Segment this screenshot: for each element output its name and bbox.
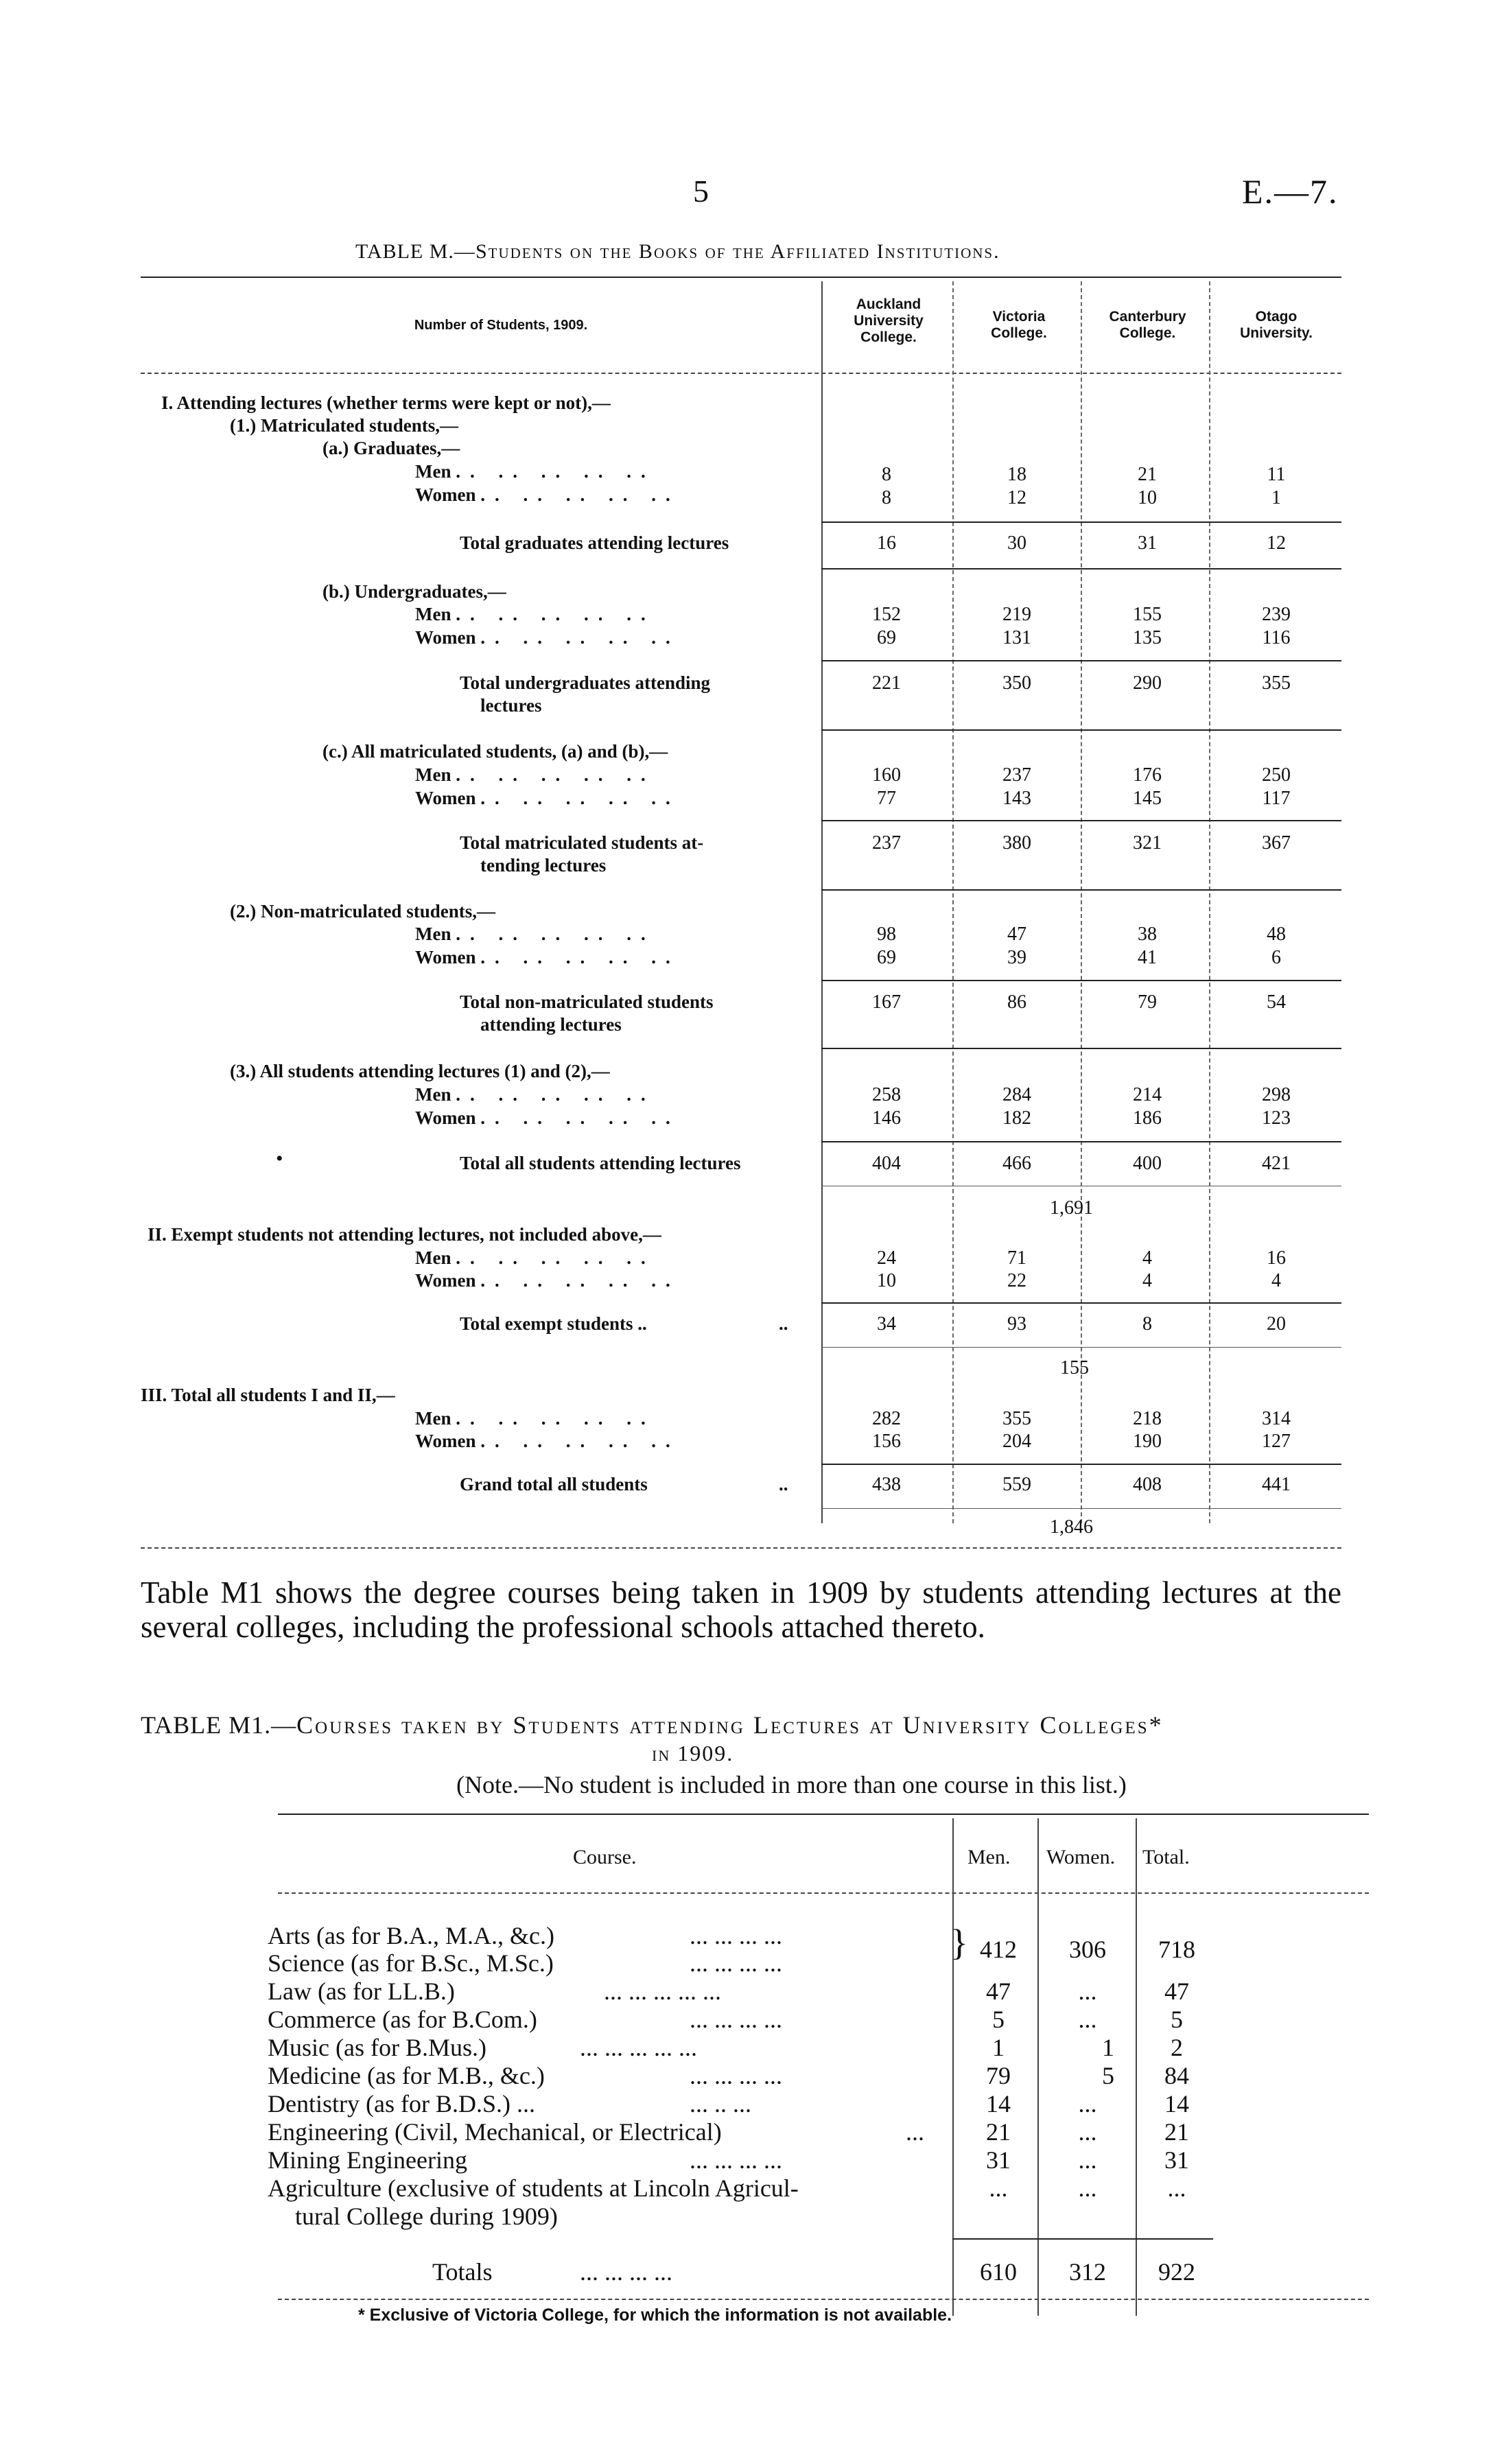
mat-total-otago: 367 — [1262, 832, 1291, 854]
all-women-otago: 123 — [1262, 1107, 1291, 1129]
ug-women-otago: 116 — [1262, 627, 1291, 648]
course-dots-arts: ... ... ... ... — [690, 1922, 782, 1949]
grad-women-auckland: 8 — [882, 487, 891, 508]
mat-men-canterbury: 176 — [1133, 764, 1162, 786]
course-dots-science: ... ... ... ... — [690, 1949, 782, 1977]
section-2-label: II. Exempt students not attending lectures, not included above,— — [148, 1224, 661, 1245]
nm-women-label: Women .. .. .. .. .. — [415, 947, 680, 967]
course-row-agriculture: Agriculture (exclusive of students at Lincoln Agricul- — [268, 2174, 799, 2202]
gt-total-victoria: 559 — [1002, 1474, 1031, 1495]
m1-totals-rule — [952, 2238, 1213, 2240]
mining-women: ... — [1078, 2146, 1097, 2174]
ex-total-dots: .. — [779, 1313, 788, 1334]
nm-men-auckland: 98 — [877, 924, 896, 945]
commerce-women: ... — [1078, 2006, 1097, 2033]
gt-men-victoria: 355 — [1002, 1408, 1031, 1429]
col-divider-2 — [952, 281, 954, 1523]
m1-totals-men: 610 — [980, 2258, 1017, 2286]
all-women-auckland: 146 — [872, 1107, 901, 1129]
all-total-auckland: 404 — [872, 1153, 901, 1174]
ex-total-brace — [821, 1347, 1341, 1348]
col-header-canterbury: Canterbury College. — [1109, 309, 1186, 341]
col-header-otago: Otago University. — [1240, 309, 1313, 341]
all-men-canterbury: 214 — [1133, 1084, 1162, 1105]
table-m-bottom-rule — [141, 1547, 1341, 1549]
section-1-label: I. Attending lectures (whether terms were kept or not),— — [161, 392, 611, 413]
grand-total-dots: .. — [779, 1474, 788, 1494]
col-divider-1 — [821, 281, 823, 1523]
music-women: 1 — [1102, 2034, 1114, 2061]
grad-total-rule-top — [821, 521, 1341, 523]
ug-men-label: Men .. .. .. .. .. — [415, 604, 655, 624]
nm-total-auckland: 167 — [872, 992, 901, 1013]
footnote: * Exclusive of Victoria College, for which the information is not available. — [358, 2305, 952, 2325]
col-header-auckland: Auckland University College. — [854, 296, 924, 345]
gt-total-canterbury: 408 — [1133, 1474, 1162, 1495]
undergraduates-label: (b.) Undergraduates,— — [322, 581, 506, 602]
ug-total-label-2: lectures — [480, 695, 542, 716]
grad-men-canterbury: 21 — [1138, 464, 1157, 485]
gt-total-auckland: 438 — [872, 1474, 901, 1495]
course-dots-medicine: ... ... ... ... — [690, 2062, 782, 2089]
grad-total-canterbury: 31 — [1138, 532, 1157, 554]
engineering-total: 21 — [1164, 2118, 1189, 2146]
nm-women-auckland: 69 — [877, 947, 896, 968]
all-men-auckland: 258 — [872, 1084, 901, 1105]
gt-men-label: Men .. .. .. .. .. — [415, 1408, 655, 1429]
grad-men-auckland: 8 — [882, 464, 891, 485]
nm-total-victoria: 86 — [1007, 992, 1026, 1013]
mining-men: 31 — [986, 2146, 1011, 2174]
mat-men-label: Men .. .. .. .. .. — [415, 764, 655, 785]
gt-women-otago: 127 — [1262, 1431, 1291, 1452]
gt-women-label: Women .. .. .. .. .. — [415, 1431, 680, 1451]
sub-1-label: (1.) Matriculated students,— — [230, 415, 458, 436]
gt-total-brace — [821, 1508, 1341, 1509]
course-row-mining: Mining Engineering — [268, 2146, 467, 2174]
ex-men-otago: 16 — [1267, 1247, 1286, 1269]
ug-men-victoria: 219 — [1002, 604, 1031, 625]
ug-women-label: Women .. .. .. .. .. — [415, 627, 680, 648]
course-row-science: Science (as for B.Sc., M.Sc.) — [268, 1949, 554, 1977]
ex-women-canterbury: 4 — [1142, 1270, 1152, 1291]
mat-women-canterbury: 145 — [1133, 788, 1162, 809]
table-m-title-rest: Students on the Books of the Affiliated Institutions. — [475, 240, 1000, 263]
gt-women-auckland: 156 — [872, 1431, 901, 1452]
mat-men-otago: 250 — [1262, 764, 1291, 786]
col-divider-3 — [1081, 281, 1082, 1523]
agriculture-women: ... — [1078, 2174, 1097, 2202]
music-men: 1 — [992, 2034, 1005, 2061]
table-m1-bottom-rule — [278, 2299, 1369, 2300]
ug-women-canterbury: 135 — [1133, 627, 1162, 648]
nm-total-label-1: Total non-matriculated students — [460, 992, 714, 1012]
arts-science-total: 718 — [1158, 1936, 1195, 1963]
dentistry-total: 14 — [1164, 2090, 1189, 2117]
m1-header-women: Women. — [1046, 1846, 1116, 1868]
ex-women-label: Women .. .. .. .. .. — [415, 1270, 680, 1291]
gt-men-auckland: 282 — [872, 1408, 901, 1429]
dentistry-men: 14 — [986, 2090, 1011, 2117]
all-men-label: Men .. .. .. .. .. — [415, 1084, 655, 1105]
ex-total-canterbury: 8 — [1142, 1313, 1152, 1335]
nm-men-otago: 48 — [1267, 924, 1286, 945]
col-label-number-of-students: Number of Students, 1909. — [414, 318, 588, 333]
dentistry-women: ... — [1078, 2090, 1097, 2117]
grad-men-victoria: 18 — [1007, 464, 1026, 485]
course-dots-commerce: ... ... ... ... — [690, 2006, 782, 2033]
table-m1-top-rule — [278, 1814, 1369, 1815]
ug-women-auckland: 69 — [877, 627, 896, 648]
course-dots-dentistry: ... .. ... — [690, 2090, 751, 2117]
music-total: 2 — [1171, 2034, 1183, 2061]
all-total-otago: 421 — [1262, 1153, 1291, 1174]
arts-science-men: 412 — [980, 1936, 1017, 1963]
ex-total-rule-top — [821, 1302, 1341, 1304]
nm-men-canterbury: 38 — [1138, 924, 1157, 945]
section-3-label: III. Total all students I and II,— — [141, 1385, 395, 1405]
nm-women-otago: 6 — [1271, 947, 1281, 968]
mat-men-victoria: 237 — [1002, 764, 1031, 786]
ex-women-victoria: 22 — [1007, 1270, 1026, 1291]
grad-men-otago: 11 — [1267, 464, 1286, 485]
all-attending-label: (3.) All students attending lectures (1) and (2),— — [230, 1061, 610, 1081]
document-reference: E.—7. — [1242, 172, 1339, 211]
agriculture-men: ... — [989, 2174, 1008, 2202]
table-m1-note: (Note.—No student is included in more than one course in this list.) — [456, 1771, 1127, 1798]
all-women-canterbury: 186 — [1133, 1107, 1162, 1129]
medicine-men: 79 — [986, 2062, 1011, 2089]
ug-total-otago: 355 — [1262, 672, 1291, 694]
nm-total-otago: 54 — [1267, 992, 1286, 1013]
graduates-label: (a.) Graduates,— — [322, 438, 460, 458]
mat-total-rule-top — [821, 820, 1341, 821]
grand-total-label: Grand total all students — [460, 1474, 648, 1494]
all-women-label: Women .. .. .. .. .. — [415, 1107, 680, 1128]
table-m-top-rule — [141, 277, 1341, 278]
ug-total-rule-top — [821, 660, 1341, 661]
law-total: 47 — [1164, 1978, 1189, 2005]
all-men-otago: 298 — [1262, 1084, 1291, 1105]
nm-men-label: Men .. .. .. .. .. — [415, 924, 655, 944]
m1-totals-total: 922 — [1158, 2258, 1195, 2286]
m1-header-men: Men. — [967, 1846, 1011, 1868]
gt-women-victoria: 204 — [1002, 1431, 1031, 1452]
grad-total-label: Total graduates attending lectures — [460, 532, 729, 553]
commerce-total: 5 — [1171, 2006, 1183, 2033]
course-row-medicine: Medicine (as for M.B., &c.) — [268, 2062, 545, 2089]
mat-women-otago: 117 — [1262, 788, 1291, 809]
table-m1-header-rule — [278, 1892, 1369, 1894]
ug-total-rule-bottom — [821, 729, 1341, 731]
non-matric-label: (2.) Non-matriculated students,— — [230, 901, 495, 922]
grad-women-victoria: 12 — [1007, 487, 1026, 508]
all-total-canterbury: 400 — [1133, 1153, 1162, 1174]
gt-total-rule-top — [821, 1464, 1341, 1465]
mat-total-label-2: tending lectures — [480, 855, 607, 876]
mat-total-auckland: 237 — [872, 832, 901, 854]
mat-women-victoria: 143 — [1002, 788, 1031, 809]
m1-header-total: Total. — [1142, 1846, 1190, 1868]
law-women: ... — [1078, 1978, 1097, 2005]
ug-men-otago: 239 — [1262, 604, 1291, 625]
grad-total-victoria: 30 — [1007, 532, 1026, 554]
ug-total-canterbury: 290 — [1133, 672, 1162, 694]
table-m1-title-prefix: TABLE M1.— — [141, 1711, 297, 1739]
course-row-engineering: Engineering (Civil, Mechanical, or Electrical) — [268, 2118, 722, 2146]
grad-men-label: Men .. .. .. .. .. — [415, 461, 655, 482]
table-m-header-rule — [141, 373, 1341, 374]
page-number: 5 — [693, 174, 709, 209]
medicine-women: 5 — [1102, 2062, 1114, 2089]
engineering-men: 21 — [986, 2118, 1011, 2146]
all-matric-label: (c.) All matriculated students, (a) and (b),— — [322, 741, 668, 762]
grad-women-otago: 1 — [1271, 487, 1281, 508]
course-row-law: Law (as for LL.B.) — [268, 1978, 455, 2005]
medicine-total: 84 — [1164, 2062, 1189, 2089]
ex-women-otago: 4 — [1271, 1270, 1281, 1291]
ug-men-canterbury: 155 — [1133, 604, 1162, 625]
nm-men-victoria: 47 — [1007, 924, 1026, 945]
nm-women-victoria: 39 — [1007, 947, 1026, 968]
ex-men-label: Men .. .. .. .. .. — [415, 1247, 655, 1268]
grad-total-auckland: 16 — [877, 532, 896, 554]
ug-men-auckland: 152 — [872, 604, 901, 625]
mat-women-label: Women .. .. .. .. .. — [415, 788, 680, 808]
col-divider-4 — [1209, 281, 1210, 1523]
all-men-victoria: 284 — [1002, 1084, 1031, 1105]
m1-header-course: Course. — [573, 1846, 637, 1868]
all-total-label: Total all students attending lectures — [460, 1153, 741, 1173]
all-women-victoria: 182 — [1002, 1107, 1031, 1129]
ug-total-victoria: 350 — [1002, 672, 1031, 694]
sum-grand-total: 1,846 — [1050, 1516, 1093, 1538]
sum-exempt: 155 — [1060, 1357, 1089, 1378]
bullet-mark: • — [276, 1147, 283, 1170]
m1-totals-women: 312 — [1069, 2258, 1106, 2286]
mat-total-label-1: Total matriculated students at- — [460, 832, 704, 853]
mat-total-canterbury: 321 — [1133, 832, 1162, 854]
course-dots-music: ... ... ... ... ... — [580, 2034, 697, 2061]
gt-total-otago: 441 — [1262, 1474, 1291, 1495]
ex-total-victoria: 93 — [1007, 1313, 1026, 1335]
course-row-dentistry: Dentistry (as for B.D.S.) ... — [268, 2090, 535, 2117]
m1-totals-label: Totals — [432, 2258, 493, 2286]
table-m1-subtitle: in 1909. — [652, 1741, 734, 1765]
ug-women-victoria: 131 — [1002, 627, 1031, 648]
nm-total-rule-bottom — [821, 1048, 1341, 1049]
gt-women-canterbury: 190 — [1133, 1431, 1162, 1452]
table-m-title-prefix: TABLE M.— — [355, 240, 476, 263]
ex-men-canterbury: 4 — [1142, 1247, 1152, 1269]
ex-total-label: Total exempt students .. — [460, 1313, 647, 1334]
course-row-music: Music (as for B.Mus.) — [268, 2034, 486, 2061]
ex-total-otago: 20 — [1267, 1313, 1286, 1335]
arts-science-brace: } — [950, 1922, 968, 1963]
ex-men-victoria: 71 — [1007, 1247, 1026, 1269]
ex-women-auckland: 10 — [877, 1270, 896, 1291]
course-dots-mining: ... ... ... ... — [690, 2146, 782, 2174]
grad-total-otago: 12 — [1267, 532, 1286, 554]
m1-col-divider-2 — [1037, 1818, 1039, 2316]
m1-col-divider-1 — [952, 1818, 954, 2316]
arts-science-women: 306 — [1069, 1936, 1106, 1963]
commerce-men: 5 — [992, 2006, 1005, 2033]
all-total-rule-top — [821, 1141, 1341, 1142]
gt-men-otago: 314 — [1262, 1408, 1291, 1429]
course-dots-engineering: ... — [906, 2118, 924, 2146]
ex-total-auckland: 34 — [877, 1313, 896, 1335]
ex-men-auckland: 24 — [877, 1247, 896, 1269]
nm-total-rule-top — [821, 980, 1341, 981]
mat-total-rule-bottom — [821, 889, 1341, 891]
mining-total: 31 — [1164, 2146, 1189, 2174]
mat-women-auckland: 77 — [877, 788, 896, 809]
grad-women-label: Women .. .. .. .. .. — [415, 484, 680, 505]
table-m1-title — [141, 1711, 1164, 1739]
course-row-agriculture-2: tural College during 1909) — [295, 2203, 558, 2230]
col-header-victoria: Victoria College. — [991, 309, 1047, 341]
mat-total-victoria: 380 — [1002, 832, 1031, 854]
course-dots-law: ... ... ... ... ... — [604, 1978, 721, 2005]
sum-all-attending: 1,691 — [1050, 1197, 1093, 1219]
nm-women-canterbury: 41 — [1138, 947, 1157, 968]
nm-total-label-2: attending lectures — [480, 1014, 622, 1035]
grad-total-rule-bottom — [821, 568, 1341, 570]
table-m-title — [355, 240, 1000, 263]
nm-total-canterbury: 79 — [1138, 992, 1157, 1013]
m1-totals-dots: ... ... ... ... — [580, 2258, 672, 2286]
agriculture-total: ... — [1167, 2174, 1186, 2202]
engineering-women: ... — [1078, 2118, 1097, 2146]
course-row-arts: Arts (as for B.A., M.A., &c.) — [268, 1922, 554, 1949]
grad-women-canterbury: 10 — [1138, 487, 1157, 508]
course-row-commerce: Commerce (as for B.Com.) — [268, 2006, 537, 2033]
ug-total-label-1: Total undergraduates attending — [460, 672, 711, 693]
gt-men-canterbury: 218 — [1133, 1408, 1162, 1429]
mat-men-auckland: 160 — [872, 764, 901, 786]
intro-paragraph: Table M1 shows the degree courses being taken in 1909 by students attending lectures at the several colleges, including the professional schools attached thereto. — [141, 1575, 1341, 1644]
table-m1-title-rest: Courses taken by Students attending Lectures at University Colleges* — [296, 1711, 1164, 1739]
all-total-victoria: 466 — [1002, 1153, 1031, 1174]
law-men: 47 — [986, 1978, 1011, 2005]
ug-total-auckland: 221 — [872, 672, 901, 694]
